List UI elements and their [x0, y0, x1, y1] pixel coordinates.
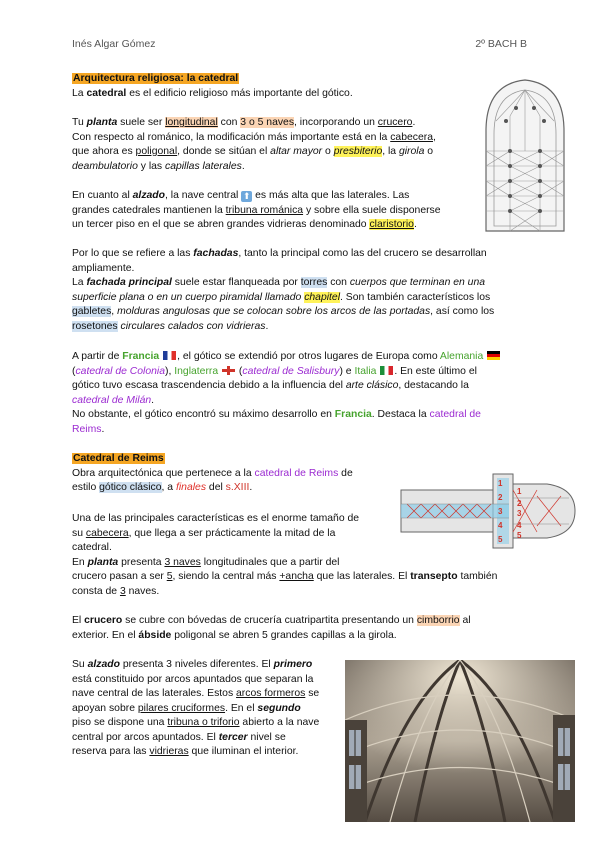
paragraph-alzado: En cuanto al alzado, la nave central ⬆ es más alta que las laterales. Las grandes catedrales mantienen la tribuna románica y sobre ella suele disponerse un tercer piso en el que se abren grandes vidrieras denominado claristorio. — [72, 190, 441, 230]
section-cathedral — [72, 72, 472, 101]
plan-label: 2 — [498, 493, 503, 502]
header-author: Inés Algar Gómez — [72, 38, 156, 50]
france-flag-icon — [163, 351, 176, 360]
cathedral-floor-plan-figure — [476, 76, 574, 236]
section-title: Catedral de Reims — [73, 453, 164, 464]
paragraph-fachadas: Por lo que se refiere a las fachadas, tanto la principal como las del crucero se desarrollan ampliamente. La fachada principal suele estar flanqueada por torres con cuerpos que terminan en una superficie plana o en un cuerpo piramidal llamado chapitel. Son también característicos los gabletes, molduras angulosas que se colocan sobre los arcos de las portadas, así como los rosetones circulares calados con vidrieras. — [72, 248, 495, 332]
germany-flag-icon — [487, 351, 500, 360]
paragraph-expansion: A partir de Francia , el gótico se extendió por otros lugares de Europa como Alemania (catedral de Colonia), Inglaterra (catedral de Salisbury) e Italia . En este último el gótico tuvo escasa trascendencia debido a la influencia del arte clásico, destacando la catedral de Milán. No obstante, el gótico encontró su máximo desarrollo en Francia. Destaca la catedral de Reims. — [72, 350, 532, 437]
paragraph: La catedral es el edificio religioso más importante del gótico. — [72, 87, 353, 99]
plan-label: 4 — [498, 521, 503, 530]
plan-label: 1 — [517, 487, 522, 496]
plan-label: 4 — [517, 521, 522, 530]
plan-label: 5 — [498, 535, 503, 544]
plan-label: 1 — [498, 479, 503, 488]
plan-label: 5 — [517, 531, 522, 540]
paragraph-crucero: El crucero se cubre con bóvedas de crucería cuatripartita presentando un cimborrio al exterior. En el ábside poligonal se abren 5 grandes capillas a la girola. — [72, 615, 471, 641]
paragraph-reims-planta: Una de las principales características es el enorme tamaño de su cabecera, que llega a ser prácticamente la mitad de la catedral. En planta presenta 3 naves longitudinales que a partir del crucero pasan a ser 5, siendo la central más +ancha que las laterales. El transepto también consta de 3 naves. — [72, 513, 498, 597]
cathedral-interior-photo — [345, 660, 575, 822]
paragraph-reims-alzado: Su alzado presenta 3 niveles diferentes. El primero está constituido por arcos apuntados que separan la nave central de las laterales. Estos arcos formeros se apoyan sobre pilares cruciformes. En el segundo piso se dispone una tribuna o triforio abierto a la nave central por arcos apuntados. El tercer nivel se reserva para las vidrieras que iluminan el interior. — [72, 659, 320, 757]
paragraph-planta: Tu planta suele ser longitudinal con 3 o 5 naves, incorporando un crucero. Con respecto al románico, la modificación más importante está en la cabecera, que ahora es poligonal, donde se sitúan el altar mayor o presbiterio, la girola o deambulatorio y las capillas laterales. — [72, 117, 436, 172]
reims-floor-plan-figure — [397, 470, 579, 552]
england-flag-icon — [222, 366, 235, 375]
section-reims: Catedral de Reims Obra arquitectónica que pertenece a la catedral de Reims de estilo gótico clásico, a finales del s.XIII. — [72, 453, 353, 493]
header-course: 2º BACH B — [475, 38, 527, 50]
up-arrow-icon: ⬆ — [242, 191, 251, 201]
italy-flag-icon — [380, 366, 393, 375]
plan-label: 3 — [498, 507, 503, 516]
section-title: Arquitectura religiosa: la catedral — [73, 73, 239, 84]
plan-label: 3 — [517, 509, 522, 518]
plan-label: 2 — [517, 499, 522, 508]
